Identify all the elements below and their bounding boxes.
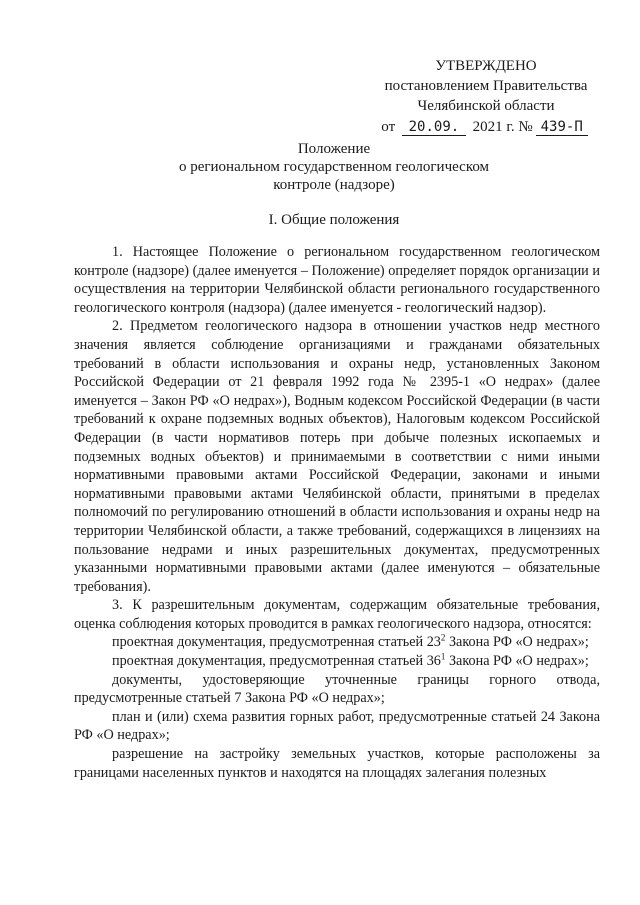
section-heading: I. Общие положения [268, 212, 400, 228]
approval-heading: УТВЕРЖДЕНО [435, 58, 537, 74]
list-item-1 [74, 633, 600, 652]
title-line-3: контроле (надзоре) [273, 177, 395, 193]
list-item-2-sup: 1 [440, 651, 446, 662]
list-item-2 [74, 652, 600, 671]
list-item-1-sup: 2 [440, 632, 446, 643]
approval-year: 2021 г. [472, 119, 515, 135]
paragraph-3: 3. К разрешительным документам, содержащим обязательные требования, оценка соблюдения которых проводится в рамках геологического надзора, относятся: [74, 597, 600, 632]
approval-by: постановлением Правительства [384, 78, 588, 94]
list-item-4: план и (или) схема развития горных работ, предусмотренные статьей 24 Закона РФ «О недрах»; [74, 708, 600, 744]
document-body [74, 243, 600, 782]
approval-date: 20.09. [402, 120, 466, 136]
list-item-1-text: проектная документация, предусмотренная статьей 23 [112, 634, 441, 651]
approval-from-label: от [381, 119, 396, 135]
title-line-1: Положение [297, 141, 371, 157]
list-item-1-tail: Закона РФ «О недрах»; [445, 634, 589, 651]
title-line-2: о региональном государственном геологическом [178, 159, 490, 175]
paragraph-1: 1. Настоящее Положение о региональном государственном геологическом контроле (надзоре) (далее именуется – Положение) определяет порядок организации и осуществления на территории Челябинской области регионального государственного геологического контроля (надзора) (далее именуется - геологический надзор). [74, 244, 600, 316]
paragraph-2: 2. Предметом геологического надзора в отношении участков недр местного значения является соблюдение организациями и гражданами обязательных требований в области использования и охраны недр, установленных Законом Российской Федерации от 21 февраля 1992 года № 2395-1 «О недрах» (далее именуется – Закон РФ «О недрах»), Водным кодексом Российской Федерации (в части требований к охране подземных водных объектов), Налоговым кодексом Российской Федерации (в части нормативов потерь при добыче полезных ископаемых и подземных водных объектов) и принимаемыми в соответствии с ними иными нормативными правовыми актами Российской Федерации, законами и иными нормативными правовыми актами Челябинской области, принятыми в пределах полномочий по регулированию отношений в области использования и охраны недр на территории Челябинской области, а также требований, содержащихся в лицензиях на пользование недрами и иных разрешительных документах, предусмотренных указанными нормативными правовыми актами (далее именуются – обязательные требования). [74, 318, 600, 595]
approval-number: 439-П [536, 120, 588, 136]
approval-region: Челябинской области [417, 98, 555, 114]
approval-number-label: № [518, 119, 533, 135]
approval-stamp [370, 56, 602, 137]
list-item-3: документы, удостоверяющие уточненные границы горного отвода, предусмотренные статьей 7 Закона РФ «О недрах»; [74, 671, 600, 707]
document-title [70, 140, 598, 194]
approval-date-line [370, 117, 602, 137]
list-item-5: разрешение на застройку земельных участков, которые расположены за границами населенных пунктов и находятся на площадях залегания полезных [74, 746, 600, 781]
list-item-2-text: проектная документация, предусмотренная статьей 36 [112, 653, 441, 670]
list-item-2-tail: Закона РФ «О недрах»; [445, 653, 589, 670]
